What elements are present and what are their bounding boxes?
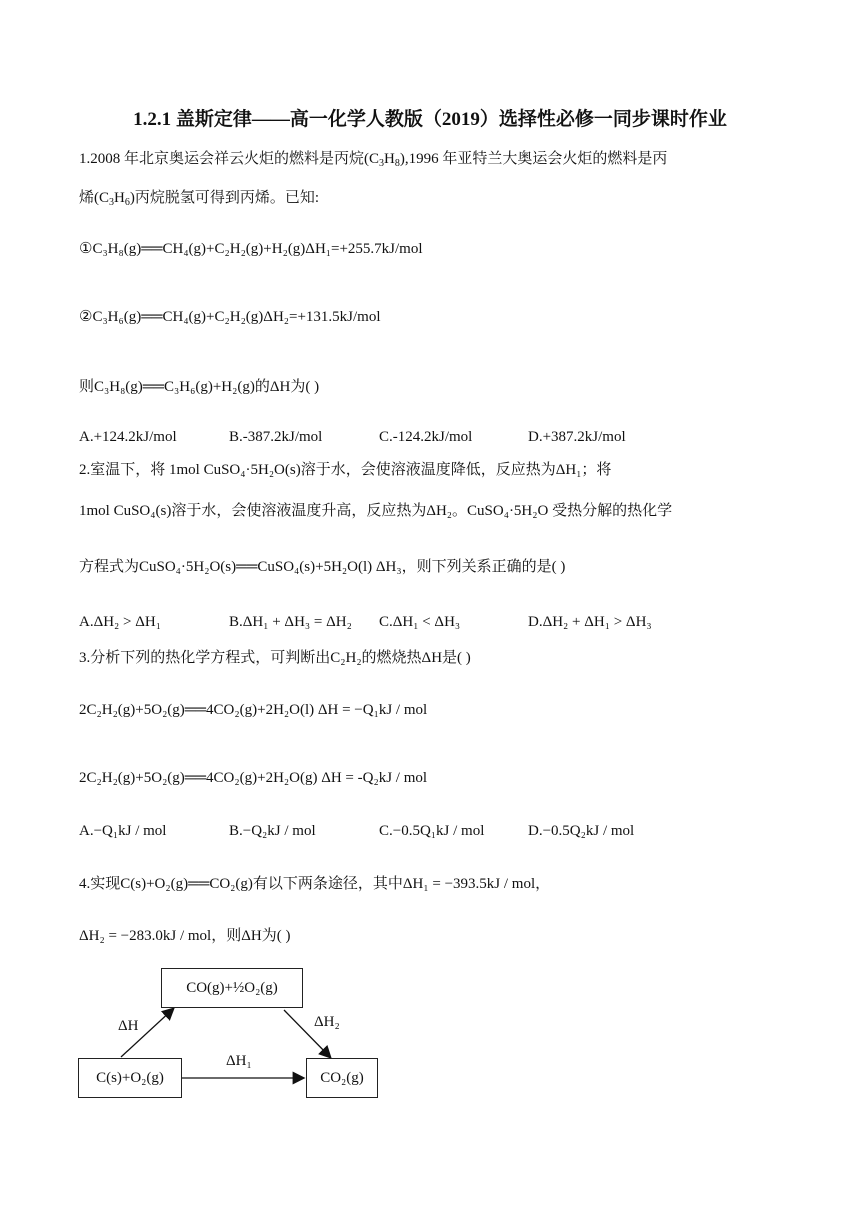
box-products: CO₂(g) bbox=[306, 1058, 378, 1098]
q3-equation-2: 2C₂H₂(g)+5O₂(g)══4CO₂(g)+2H₂O(g) ΔH = -Q₂kJ / mol bbox=[79, 770, 428, 786]
q1-equation-1: ①C₃H₈(g)══CH₄(g)+C₂H₂(g)+H₂(g)ΔH₁=+255.7kJ/mol bbox=[79, 241, 423, 257]
q2-stem-line3: 方程式为CuSO₄·5H₂O(s)══CuSO₄(s)+5H₂O(l) ΔH₃，则下列关系正确的是( ) bbox=[79, 559, 566, 575]
q1-option-b[interactable]: B.-387.2kJ/mol bbox=[229, 429, 323, 445]
q1-stem-text-b: ),1996 年亚特兰大奥运会火炬的燃料是丙 bbox=[399, 151, 668, 167]
page-title: 1.2.1 盖斯定律——高一化学人教版（2019）选择性必修一同步课时作业 bbox=[133, 109, 727, 130]
q4-stem-line2: ΔH₂ = −283.0kJ / mol，则ΔH为( ) bbox=[79, 928, 291, 944]
q1-option-d[interactable]: D.+387.2kJ/mol bbox=[528, 429, 626, 445]
label-delta-h2: ΔH₂ bbox=[314, 1014, 340, 1030]
q4-stem-line1: 4.实现C(s)+O₂(g)══CO₂(g)有以下两条途径，其中ΔH₁ = −393.5kJ / mol， bbox=[79, 876, 551, 892]
q2-stem-line2: 1mol CuSO₄(s)溶于水，会使溶液温度升高，反应热为ΔH₂。CuSO₄·5H₂O 受热分解的热化学 bbox=[79, 503, 673, 519]
q1-stem-text-c: 烯(C bbox=[79, 190, 110, 206]
hess-law-diagram bbox=[76, 962, 386, 1107]
q3-option-b[interactable]: B.−Q₂kJ / mol bbox=[229, 823, 316, 839]
q1-stem-line2: 烯$(C_3H_6)$丙烷脱氢可得到丙烯。已知: bbox=[79, 190, 320, 208]
box-reactants: C(s)+O₂(g) bbox=[78, 1058, 182, 1098]
label-delta-h1: ΔH₁ bbox=[226, 1053, 252, 1069]
q2-stem-line1: 2.室温下，将 1mol CuSO₄·5H₂O(s)溶于水，会使溶液温度降低，反应热为ΔH₁；将 bbox=[79, 462, 612, 478]
box-intermediate: CO(g)+½O₂(g) bbox=[161, 968, 303, 1008]
q3-option-c[interactable]: C.−0.5Q₁kJ / mol bbox=[379, 823, 485, 839]
q2-option-b[interactable]: B.ΔH₁ + ΔH₃ = ΔH₂ bbox=[229, 614, 352, 630]
q3-equation-1: 2C₂H₂(g)+5O₂(g)══4CO₂(g)+2H₂O(l) ΔH = −Q₁kJ / mol bbox=[79, 702, 428, 718]
q1-stem-text: 1.2008 年北京奥运会祥云火炬的燃料是丙烷(C bbox=[79, 151, 380, 167]
q1-stem-line1: 1.2008 年北京奥运会祥云火炬的燃料是丙烷$(C_3H_8),1996$ 年亚特兰大奥运会火炬的燃料是丙 bbox=[79, 151, 668, 169]
q2-option-d[interactable]: D.ΔH₂ + ΔH₁ > ΔH₃ bbox=[528, 614, 652, 630]
q1-equation-2: ②C₃H₆(g)══CH₄(g)+C₂H₂(g)ΔH₂=+131.5kJ/mol bbox=[79, 309, 381, 325]
q1-stem-text-d: )丙烷脱氢可得到丙烯。已知: bbox=[129, 190, 320, 206]
q1-option-c[interactable]: C.-124.2kJ/mol bbox=[379, 429, 473, 445]
q2-option-a[interactable]: A.ΔH₂ > ΔH₁ bbox=[79, 614, 161, 630]
q1-question: 则C₃H₈(g)══C₃H₆(g)+H₂(g)的ΔH为( ) bbox=[79, 379, 320, 395]
q3-stem: 3.分析下列的热化学方程式，可判断出C₂H₂的燃烧热ΔH是( ) bbox=[79, 650, 471, 666]
q3-option-a[interactable]: A.−Q₁kJ / mol bbox=[79, 823, 167, 839]
q3-option-d[interactable]: D.−0.5Q₂kJ / mol bbox=[528, 823, 635, 839]
label-delta-h: ΔH bbox=[118, 1018, 139, 1034]
q2-option-c[interactable]: C.ΔH₁ < ΔH₃ bbox=[379, 614, 461, 630]
q1-option-a[interactable]: A.+124.2kJ/mol bbox=[79, 429, 177, 445]
